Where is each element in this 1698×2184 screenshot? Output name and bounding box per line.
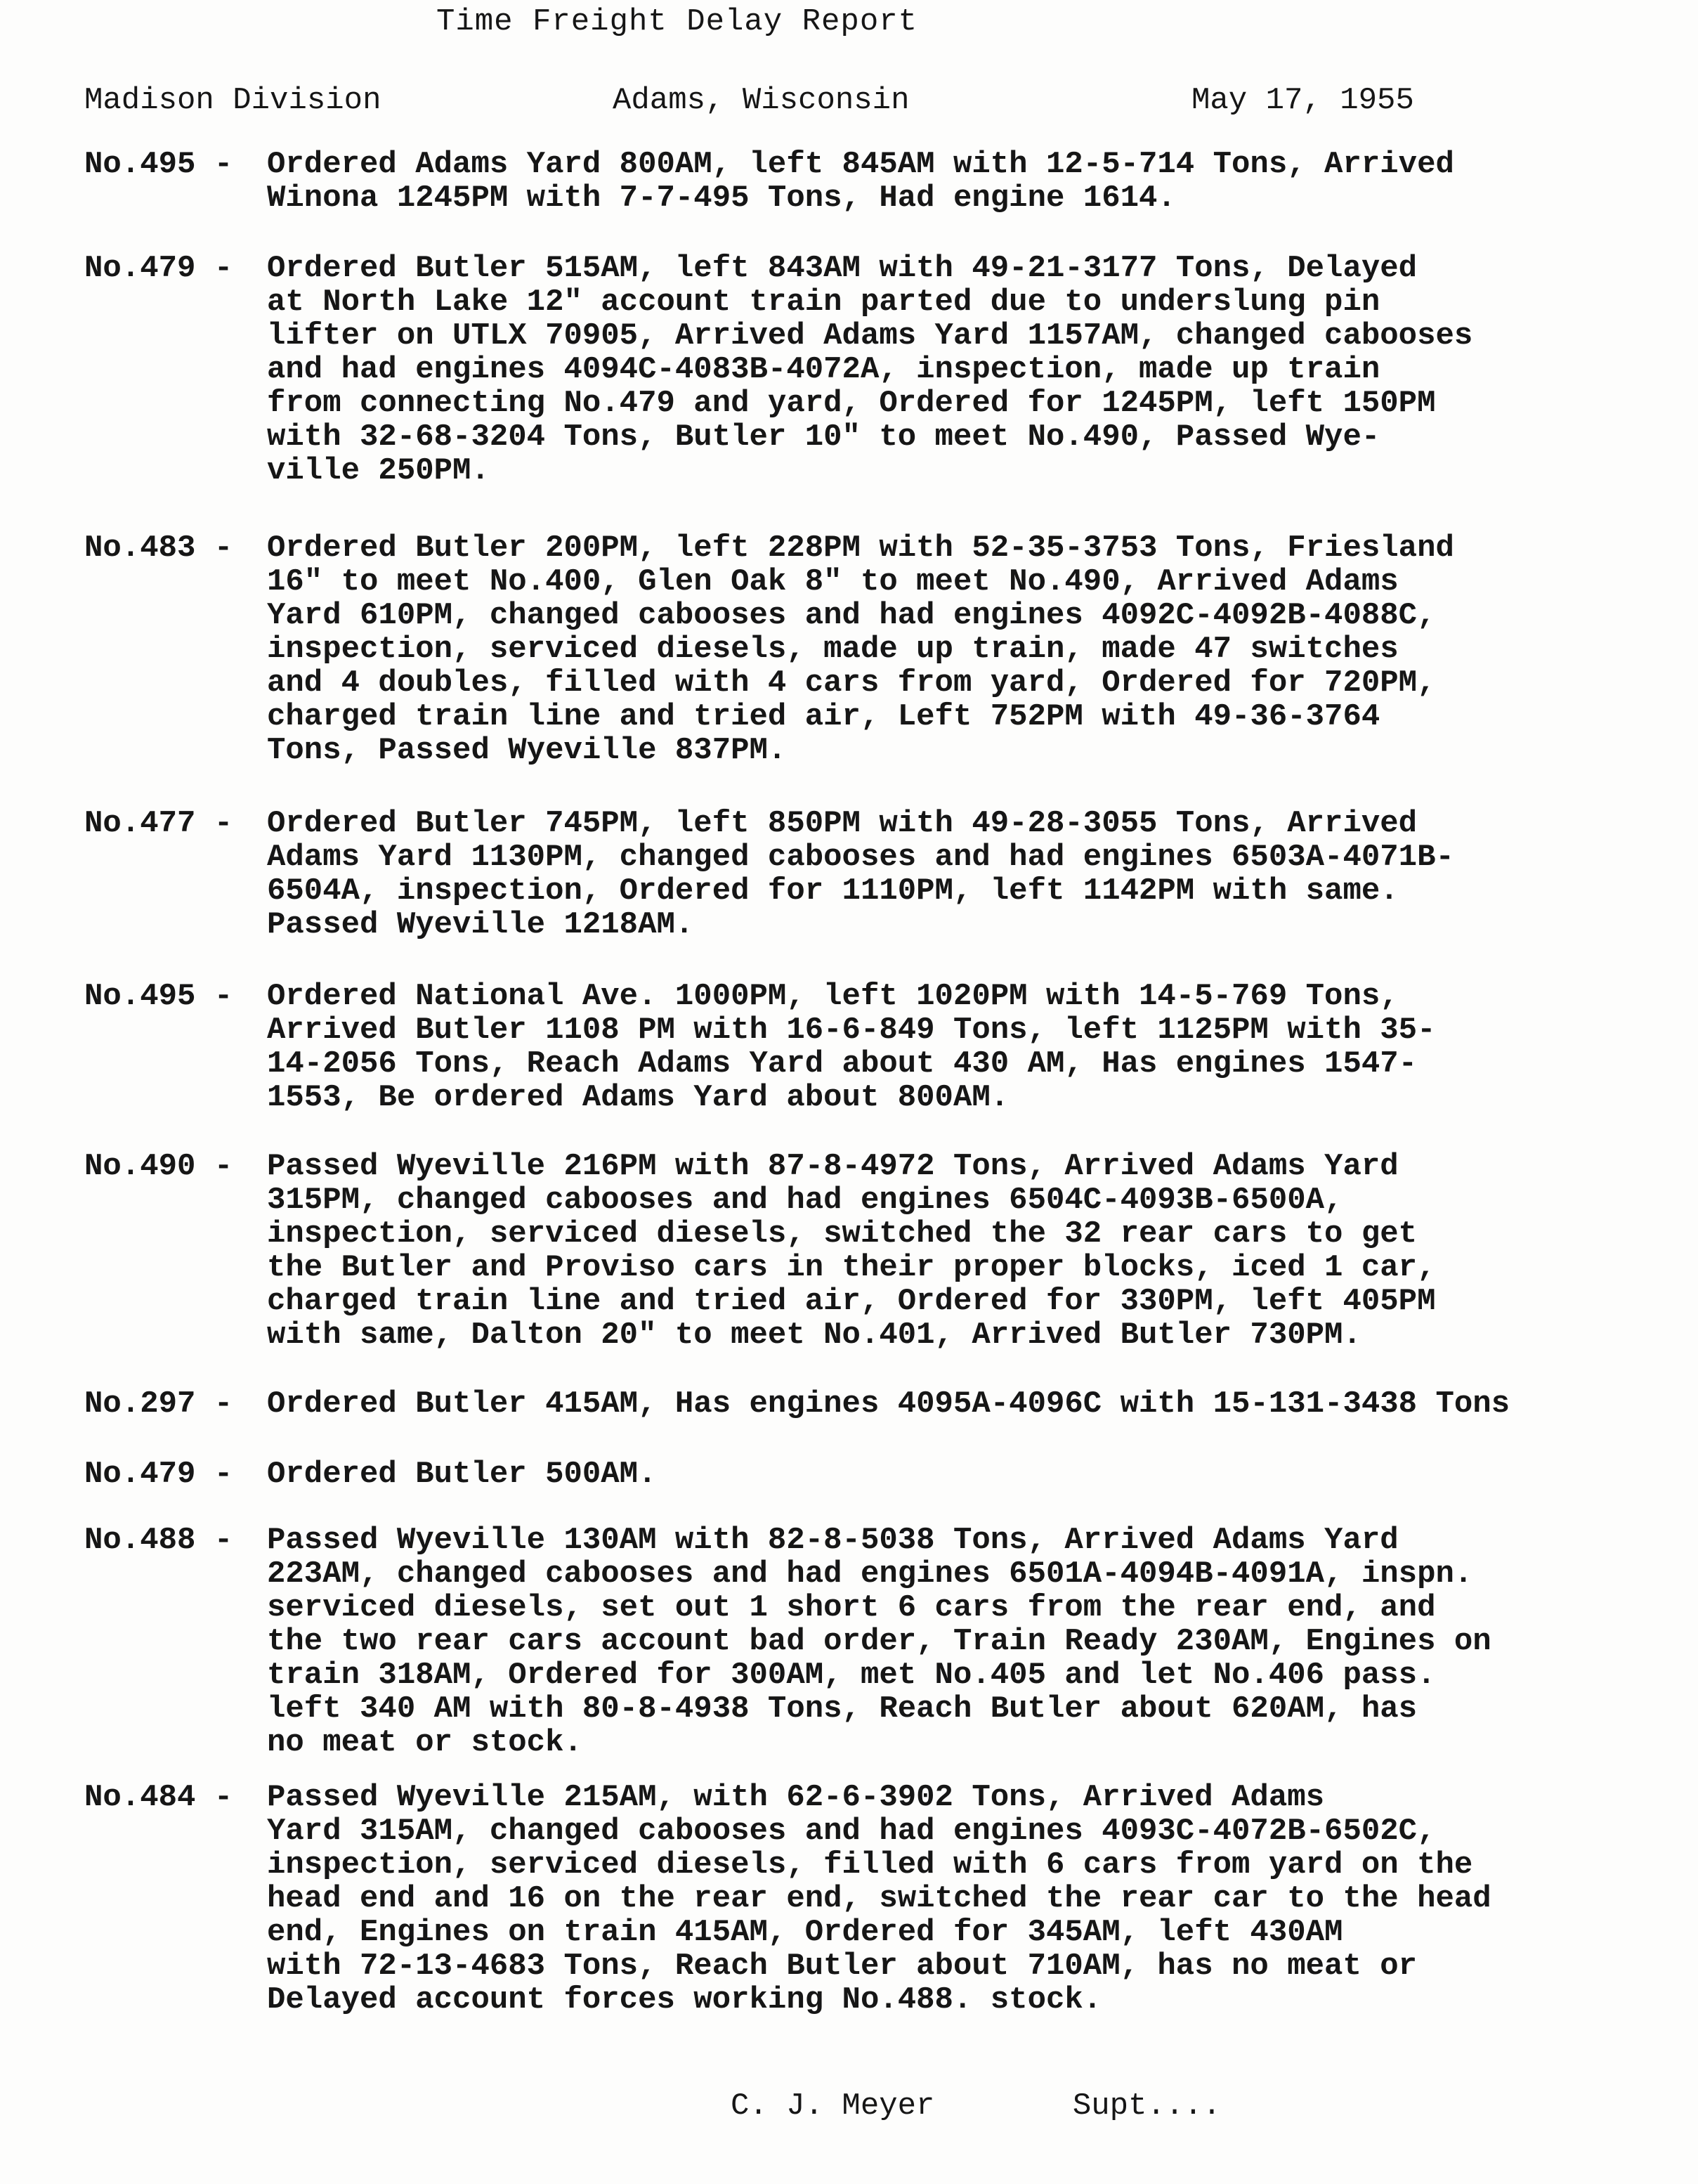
train-report-text: Ordered National Ave. 1000PM, left 1020PM with 14-5-769 Tons, Arrived Butler 1108 PM with 16-6-849 Tons, left 1125PM with 35- 14-2056 Tons, Reach Adams Yard about 430 AM, Has engines 1547- 1553, Be ordered Adams Yard about 800AM. <box>267 979 1436 1115</box>
train-report-text: Passed Wyeville 130AM with 82-8-5038 Tons, Arrived Adams Yard 223AM, changed cabooses and had engines 6501A-4094B-4091A, inspn. serviced diesels, set out 1 short 6 cars from the rear end, and the two rear cars account bad order, Train Ready 230AM, Engines on train 318AM, Ordered for 300AM, met No.405 and let No.406 pass. left 340 AM with 80-8-4938 Tons, Reach Butler about 620AM, has no meat or stock. <box>267 1523 1491 1760</box>
train-number: No.479 - <box>84 1457 233 1492</box>
train-entry <box>84 1150 1693 1352</box>
train-number: No.495 - <box>84 147 233 182</box>
train-entry <box>84 807 1693 942</box>
train-number: No.479 - <box>84 251 233 286</box>
train-report-text: Passed Wyeville 215AM, with 62-6-3902 Tons, Arrived Adams Yard 315AM, changed cabooses and had engines 4093C-4072B-6502C, inspection, serviced diesels, filled with 6 cars from yard on the head end and 16 on the rear end, switched the rear car to the head end, Engines on train 415AM, Ordered for 345AM, left 430AM with 72-13-4683 Tons, Reach Butler about 710AM, has no meat or Delayed account forces working No.488. stock. <box>267 1780 1491 2017</box>
train-entry <box>84 148 1693 215</box>
train-number: No.483 - <box>84 531 233 566</box>
report-header <box>84 83 1489 125</box>
train-entries <box>84 148 1693 2017</box>
train-number: No.490 - <box>84 1149 233 1184</box>
train-number: No.297 - <box>84 1386 233 1422</box>
signer-name: C. J. Meyer <box>731 2088 935 2124</box>
train-entry <box>84 980 1693 1114</box>
signature-block <box>731 2088 1221 2124</box>
train-number: No.488 - <box>84 1523 233 1558</box>
train-entry <box>84 1523 1693 1760</box>
division-name: Madison Division <box>84 83 381 118</box>
train-entry <box>84 1457 1693 1491</box>
train-number: No.477 - <box>84 806 233 841</box>
signer-title: Supt.... <box>1072 2088 1222 2124</box>
train-entry <box>84 1781 1693 2017</box>
train-number: No.495 - <box>84 979 233 1014</box>
report-date: May 17, 1955 <box>1191 83 1414 118</box>
report-title: Time Freight Delay Report <box>436 4 918 39</box>
train-report-text: Passed Wyeville 216PM with 87-8-4972 Tons, Arrived Adams Yard 315PM, changed cabooses and had engines 6504C-4093B-6500A, inspection, serviced diesels, switched the 32 rear cars to get the Butler and Proviso cars in their proper blocks, iced 1 car, charged train line and tried air, Ordered for 330PM, left 405PM with same, Dalton 20" to meet No.401, Arrived Butler 730PM. <box>267 1149 1436 1353</box>
train-report-text: Ordered Adams Yard 800AM, left 845AM with 12-5-714 Tons, Arrived Winona 1245PM with 7-7-495 Tons, Had engine 1614. <box>267 147 1454 216</box>
train-entry <box>84 531 1693 767</box>
train-report-text: Ordered Butler 415AM, Has engines 4095A-4096C with 15-131-3438 Tons <box>267 1386 1510 1422</box>
report-location: Adams, Wisconsin <box>613 83 910 118</box>
train-number: No.484 - <box>84 1780 233 1815</box>
train-entry <box>84 252 1693 488</box>
train-entry <box>84 1387 1693 1421</box>
train-report-text: Ordered Butler 745PM, left 850PM with 49-28-3055 Tons, Arrived Adams Yard 1130PM, changed cabooses and had engines 6503A-4071B- 6504A, inspection, Ordered for 1110PM, left 1142PM with same. Passed Wyeville 1218AM. <box>267 806 1454 942</box>
train-report-text: Ordered Butler 515AM, left 843AM with 49-21-3177 Tons, Delayed at North Lake 12" account train parted due to underslung pin lifter on UTLX 70905, Arrived Adams Yard 1157AM, changed cabooses and had engines 4094C-4083B-4072A, inspection, made up train from connecting No.479 and yard, Ordered for 1245PM, left 150PM with 32-68-3204 Tons, Butler 10" to meet No.490, Passed Wye- ville 250PM. <box>267 251 1473 488</box>
train-report-text: Ordered Butler 200PM, left 228PM with 52-35-3753 Tons, Friesland 16" to meet No.400, Glen Oak 8" to meet No.490, Arrived Adams Yard 610PM, changed cabooses and had engines 4092C-4092B-4088C, inspection, serviced diesels, made up train, made 47 switches and 4 doubles, filled with 4 cars from yard, Ordered for 720PM, charged train line and tried air, Left 752PM with 49-36-3764 Tons, Passed Wyeville 837PM. <box>267 531 1454 768</box>
train-report-text: Ordered Butler 500AM. <box>267 1457 657 1492</box>
